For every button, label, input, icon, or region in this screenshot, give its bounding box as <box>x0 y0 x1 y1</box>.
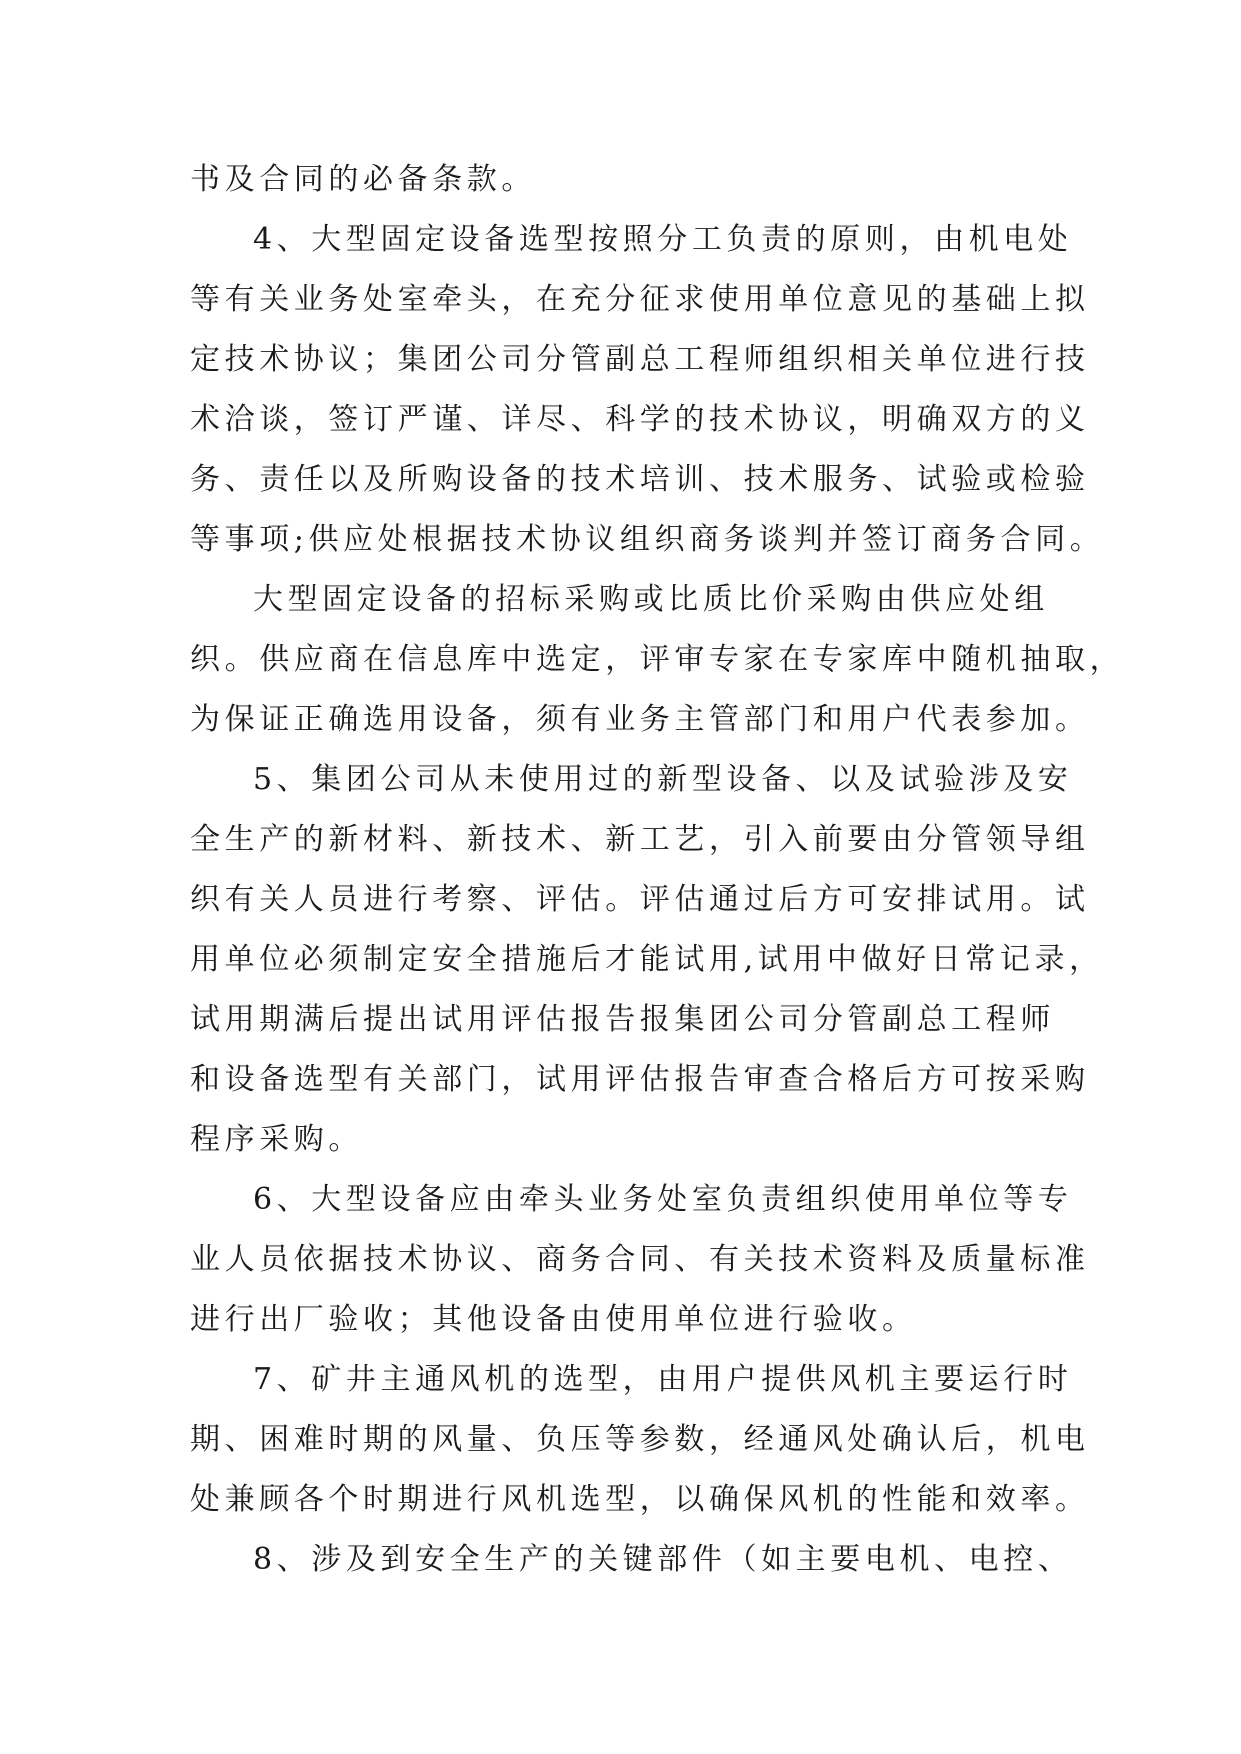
document-body <box>190 150 1125 1590</box>
text-line: 定技术协议；集团公司分管副总工程师组织相关单位进行技 <box>190 342 1090 377</box>
paragraph-item-4 <box>190 210 1105 570</box>
paragraph-item-5 <box>190 750 1104 1170</box>
text-line: 和设备选型有关部门，试用评估报告审查合格后方可按采购 <box>190 1062 1090 1097</box>
text-line: 程序采购。 <box>190 1122 363 1157</box>
text-line: 大型固定设备的招标采购或比质比价采购由供应处组 <box>253 582 1049 617</box>
paragraph-item-6 <box>190 1170 1090 1350</box>
text-line: 处兼顾各个时期进行风机选型，以确保风机的性能和效率。 <box>190 1482 1090 1517</box>
paragraph-item-7 <box>190 1350 1090 1530</box>
text-line: 4、大型固定设备选型按照分工负责的原则，由机电处 <box>253 222 1073 257</box>
text-line: 用单位必须制定安全措施后才能试用,试用中做好日常记录， <box>190 942 1104 977</box>
text-line: 进行出厂验收；其他设备由使用单位进行验收。 <box>190 1302 917 1337</box>
text-line: 术洽谈，签订严谨、详尽、科学的技术协议，明确双方的义 <box>190 402 1090 437</box>
text-line: 为保证正确选用设备，须有业务主管部门和用户代表参加。 <box>190 702 1090 737</box>
text-line: 试用期满后提出试用评估报告报集团公司分管副总工程师 <box>190 1002 1055 1037</box>
text-line: 全生产的新材料、新技术、新工艺，引入前要由分管领导组 <box>190 822 1090 857</box>
text-line: 期、困难时期的风量、负压等参数，经通风处确认后，机电 <box>190 1422 1090 1457</box>
text-line: 织。供应商在信息库中选定，评审专家在专家库中随机抽取， <box>190 642 1125 677</box>
text-line: 书及合同的必备条款。 <box>190 162 536 197</box>
text-line: 等有关业务处室牵头，在充分征求使用单位意见的基础上拟 <box>190 282 1090 317</box>
text-line: 5、集团公司从未使用过的新型设备、以及试验涉及安 <box>253 762 1073 797</box>
text-line: 业人员依据技术协议、商务合同、有关技术资料及质量标准 <box>190 1242 1090 1277</box>
text-line: 8、涉及到安全生产的关键部件（如主要电机、电控、 <box>253 1542 1073 1577</box>
text-line: 等事项;供应处根据技术协议组织商务谈判并签订商务合同。 <box>190 522 1105 557</box>
text-line: 7、矿井主通风机的选型，由用户提供风机主要运行时 <box>253 1362 1073 1397</box>
text-line: 6、大型设备应由牵头业务处室负责组织使用单位等专 <box>253 1182 1073 1217</box>
paragraph-continuation <box>190 150 1070 210</box>
paragraph-item-8 <box>190 1530 1073 1590</box>
paragraph-procurement <box>190 570 1125 750</box>
text-line: 织有关人员进行考察、评估。评估通过后方可安排试用。试 <box>190 882 1090 917</box>
text-line: 务、责任以及所购设备的技术培训、技术服务、试验或检验 <box>190 462 1090 497</box>
